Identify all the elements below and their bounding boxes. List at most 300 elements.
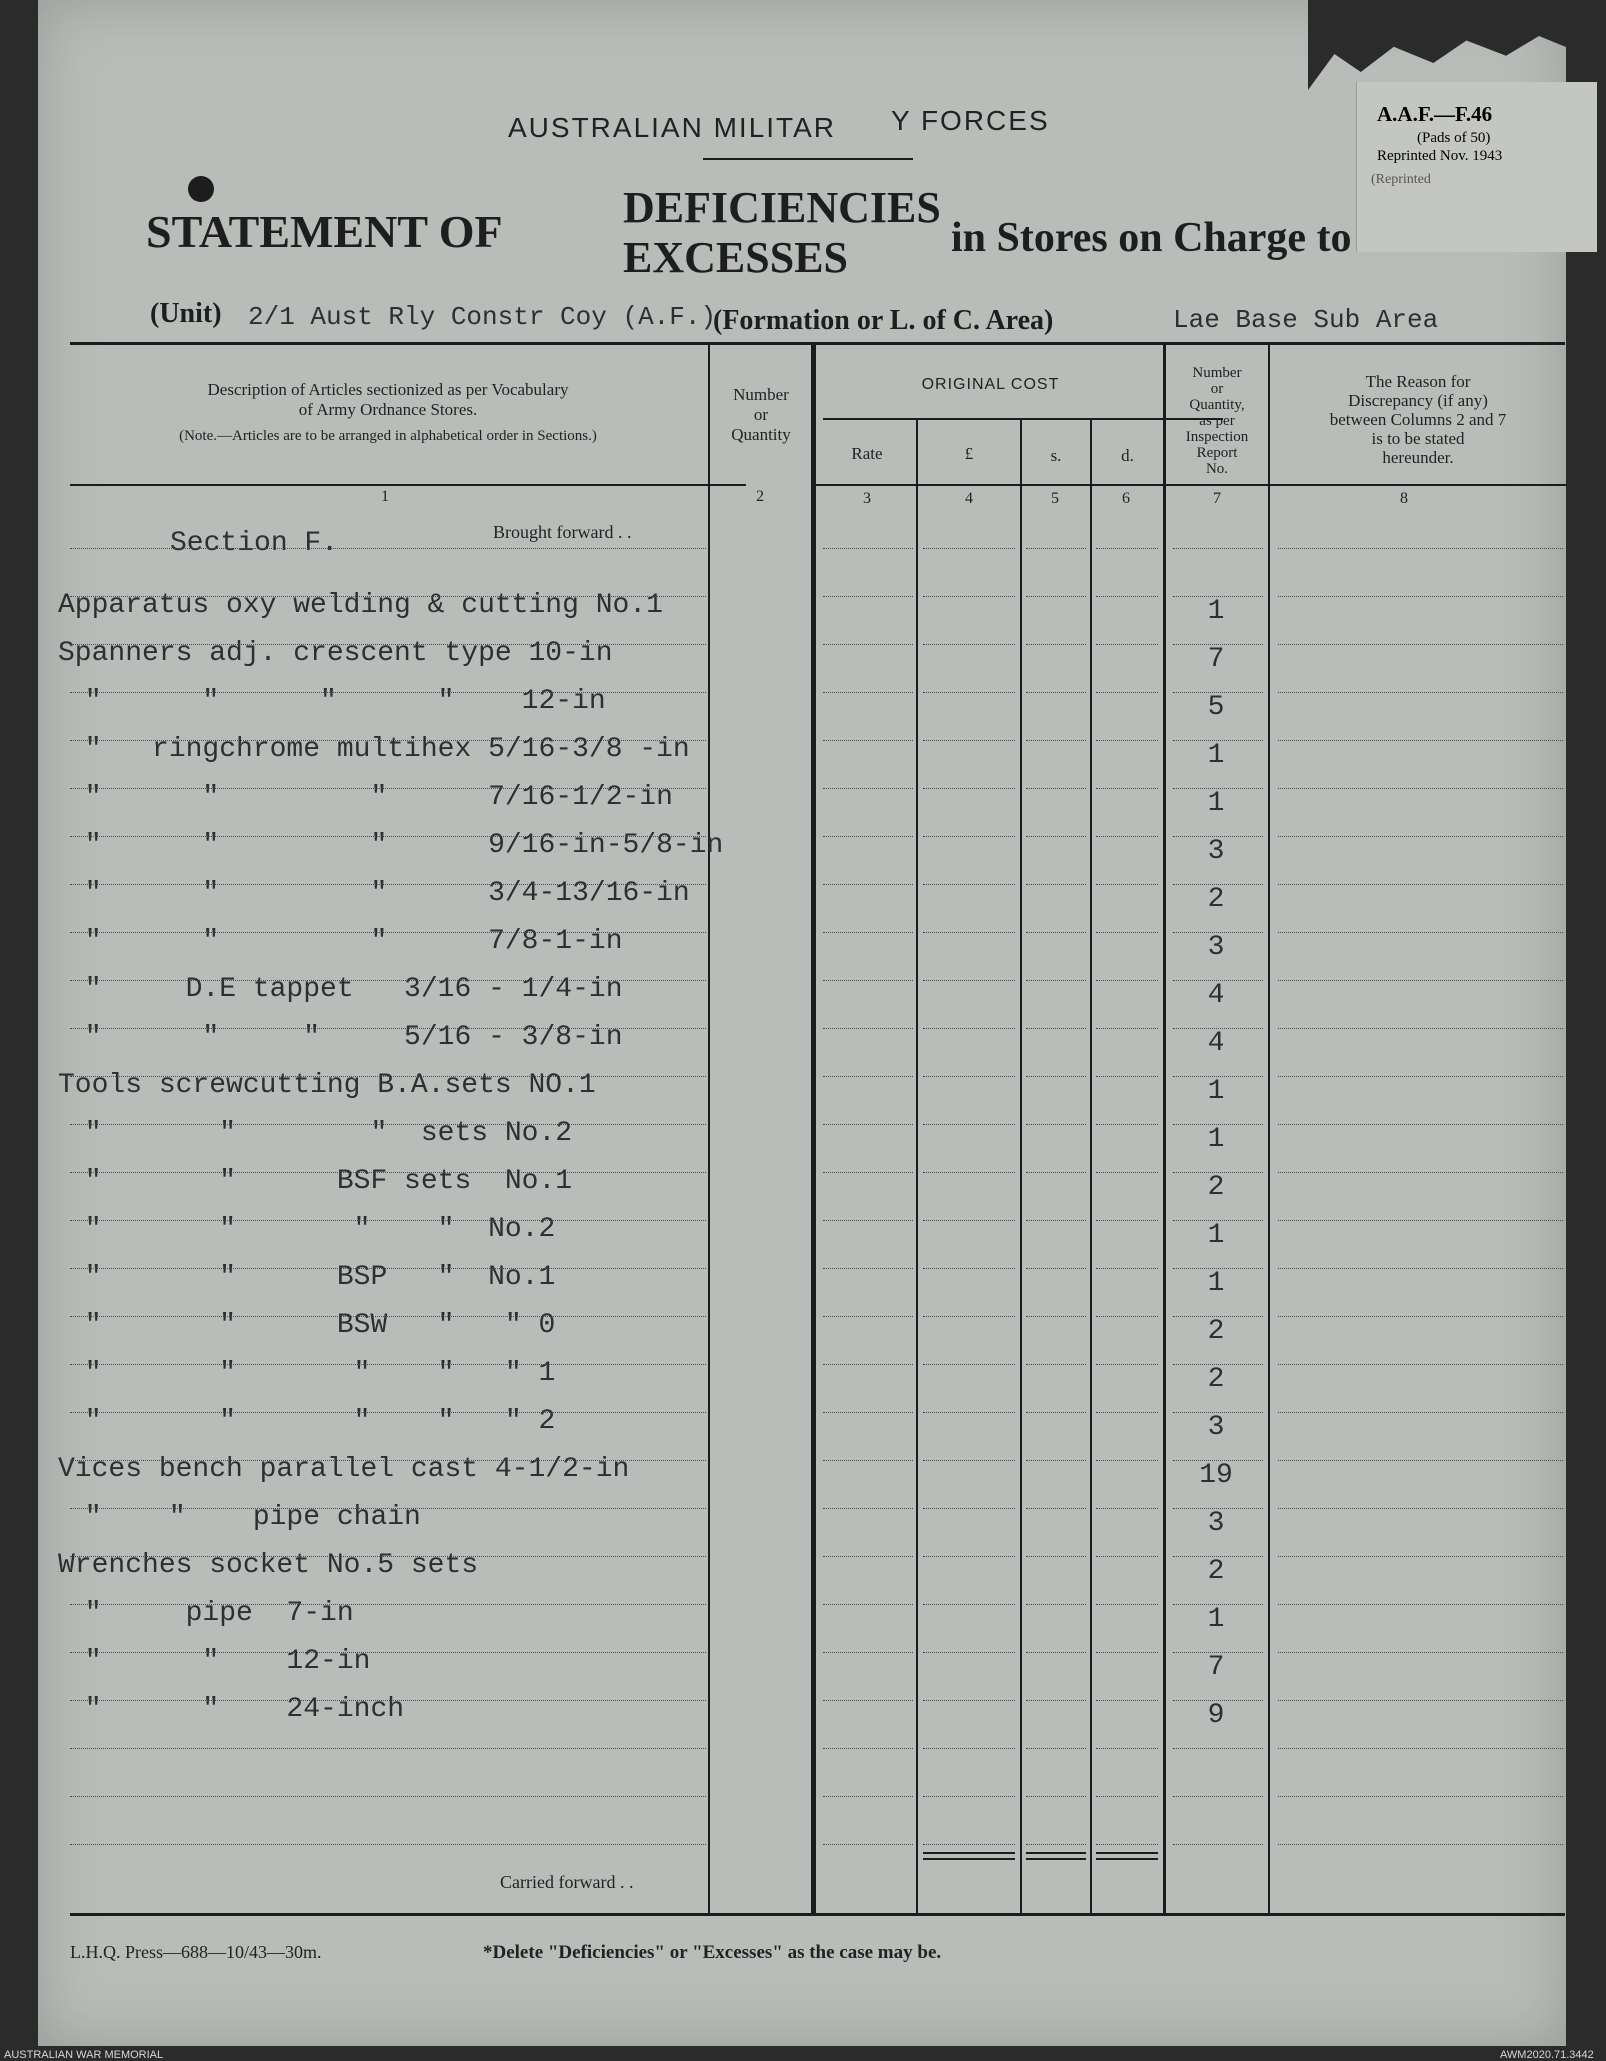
ruled-line — [1096, 932, 1158, 933]
item-description: " " " sets No.2 — [68, 1118, 573, 1149]
ruled-line — [1026, 1796, 1086, 1797]
ruled-line — [923, 692, 1015, 693]
ruled-line — [1278, 1844, 1563, 1845]
item-description: " pipe 7-in — [68, 1598, 354, 1629]
col-number-6: 6 — [1122, 490, 1130, 507]
ruled-line — [70, 1220, 706, 1221]
item-description: Spanners adj. crescent type 10-in — [58, 638, 613, 669]
ruled-line — [1096, 980, 1158, 981]
ruled-line — [70, 548, 706, 549]
ruled-line — [1026, 884, 1086, 885]
ruled-line — [70, 1700, 706, 1701]
ruled-line — [1173, 1844, 1263, 1845]
ruled-line — [923, 1220, 1015, 1221]
ruled-line — [923, 1412, 1015, 1413]
header-insp-line3: Quantity, — [1189, 397, 1245, 413]
ruled-line — [70, 596, 706, 597]
form-pads: (Pads of 50) — [1417, 130, 1491, 146]
ruled-line — [823, 1460, 913, 1461]
ruled-line — [1026, 1604, 1086, 1605]
ruled-line — [1026, 1316, 1086, 1317]
ruled-line — [823, 1172, 913, 1173]
ruled-line — [923, 1700, 1015, 1701]
ruled-line — [1096, 1604, 1158, 1605]
ruled-line — [1026, 1460, 1086, 1461]
header-desc-line2: of Army Ordnance Stores. — [298, 400, 478, 419]
ruled-line — [823, 1412, 913, 1413]
title-suffix: in Stores on Charge to — [951, 215, 1352, 261]
ruled-line — [1096, 644, 1158, 645]
ruled-line — [1278, 1076, 1563, 1077]
total-line-pound-a — [923, 1852, 1015, 1854]
ruled-line — [823, 1556, 913, 1557]
ruled-line — [70, 836, 706, 837]
ruled-line — [1096, 740, 1158, 741]
ruled-line — [70, 1076, 706, 1077]
ruled-line — [823, 884, 913, 885]
org-name-right: Y FORCES — [891, 105, 1050, 136]
header-reason-line4: is to be stated — [1371, 429, 1465, 448]
total-line-shilling-b — [1026, 1858, 1086, 1860]
ruled-line — [1096, 1124, 1158, 1125]
ruled-line — [1026, 1172, 1086, 1173]
item-description: Vices bench parallel cast 4-1/2-in — [58, 1454, 630, 1485]
ruled-line — [1026, 932, 1086, 933]
header-insp-line6: Report — [1196, 445, 1238, 461]
ruled-line — [1278, 1748, 1563, 1749]
ruled-line — [70, 1508, 706, 1509]
col-number-1: 1 — [381, 488, 389, 505]
ruled-line — [823, 1748, 913, 1749]
ruled-line — [70, 1844, 706, 1845]
ruled-line — [1096, 1316, 1158, 1317]
ruled-line — [1278, 836, 1563, 837]
ruled-line — [1278, 980, 1563, 981]
ruled-line — [1173, 1172, 1263, 1173]
item-quantity: 4 — [1207, 980, 1225, 1011]
header-insp-line2: or — [1210, 381, 1224, 397]
ruled-line — [1173, 692, 1263, 693]
ruled-line — [823, 1076, 913, 1077]
ruled-line — [1026, 1844, 1086, 1845]
ruled-line — [1173, 1748, 1263, 1749]
form-code-tag — [1356, 82, 1597, 252]
ruled-line — [1096, 1268, 1158, 1269]
ruled-line — [1096, 596, 1158, 597]
ruled-line — [1278, 1460, 1563, 1461]
ruled-line — [1278, 1412, 1563, 1413]
ruled-line — [70, 1652, 706, 1653]
ruled-line — [1026, 980, 1086, 981]
ruled-line — [1026, 1124, 1086, 1125]
ruled-line — [923, 1556, 1015, 1557]
ruled-line — [823, 1316, 913, 1317]
header-rate: Rate — [851, 444, 883, 463]
ruled-line — [823, 1220, 913, 1221]
header-qty-line3: Quantity — [731, 425, 791, 444]
ruled-line — [1026, 548, 1086, 549]
ruled-line — [1026, 740, 1086, 741]
ruled-line — [1173, 596, 1263, 597]
footer-press: L.H.Q. Press—688—10/43—30m. — [70, 1942, 322, 1962]
ruled-line — [1026, 1028, 1086, 1029]
ruled-line — [1278, 1700, 1563, 1701]
ruled-line — [1278, 1652, 1563, 1653]
ruled-line — [1278, 1124, 1563, 1125]
ruled-line — [923, 836, 1015, 837]
table-top-rule — [70, 342, 1565, 345]
unit-value: 2/1 Aust Rly Constr Coy (A.F.) — [248, 302, 717, 332]
item-description: Apparatus oxy welding & cutting No.1 — [58, 590, 663, 621]
ruled-line — [923, 1508, 1015, 1509]
item-quantity: 1 — [1207, 596, 1225, 627]
header-insp-line4: as per — [1199, 413, 1235, 429]
header-reason-line3: between Columns 2 and 7 — [1329, 410, 1507, 429]
ruled-line — [823, 1124, 913, 1125]
ruled-line — [1173, 1412, 1263, 1413]
ruled-line — [923, 1748, 1015, 1749]
item-description: " " BSW " " 0 — [68, 1310, 556, 1341]
item-description: " " BSP " No.1 — [68, 1262, 556, 1293]
item-quantity: 2 — [1207, 1364, 1225, 1395]
ruled-line — [70, 1268, 706, 1269]
ruled-line — [1173, 1700, 1263, 1701]
ruled-line — [1173, 1220, 1263, 1221]
title-excesses: EXCESSES — [623, 233, 849, 282]
form-page — [38, 0, 1566, 2046]
ruled-line — [70, 1748, 706, 1749]
ruled-line — [1096, 1652, 1158, 1653]
ruled-line — [923, 1844, 1015, 1845]
total-line-pound-b — [923, 1858, 1015, 1860]
ruled-line — [1096, 1796, 1158, 1797]
item-quantity: 1 — [1207, 1220, 1225, 1251]
ruled-line — [70, 1556, 706, 1557]
ruled-line — [1026, 692, 1086, 693]
ruled-line — [1096, 1220, 1158, 1221]
ruled-line — [823, 1796, 913, 1797]
ruled-line — [923, 788, 1015, 789]
ruled-line — [1278, 596, 1563, 597]
ruled-line — [1096, 788, 1158, 789]
ruled-line — [923, 1460, 1015, 1461]
item-description: " " BSF sets No.1 — [68, 1166, 573, 1197]
ruled-line — [1173, 1508, 1263, 1509]
ruled-line — [70, 884, 706, 885]
item-quantity: 2 — [1207, 884, 1225, 915]
footer-note: *Delete "Deficiencies" or "Excesses" as the case may be. — [483, 1942, 942, 1963]
item-description: " " " 3/4-13/16-in — [68, 878, 690, 909]
ruled-line — [923, 1124, 1015, 1125]
ruled-line — [823, 1508, 913, 1509]
item-quantity: 1 — [1207, 788, 1225, 819]
watermark-right: AWM2020.71.3442 — [1500, 2049, 1594, 2061]
ruled-line — [1173, 1028, 1263, 1029]
item-quantity: 5 — [1207, 692, 1225, 723]
ruled-line — [1173, 932, 1263, 933]
header-rule-desc — [70, 484, 746, 486]
item-description: " " 12-in — [68, 1646, 371, 1677]
item-quantity: 2 — [1207, 1316, 1225, 1347]
ruled-line — [823, 836, 913, 837]
table-bottom-rule — [70, 1913, 1565, 1916]
ruled-line — [1278, 1268, 1563, 1269]
ruled-line — [1173, 1124, 1263, 1125]
ruled-line — [1173, 1460, 1263, 1461]
item-quantity: 1 — [1207, 1604, 1225, 1635]
col-sep-7 — [1268, 342, 1270, 1913]
ruled-line — [70, 1412, 706, 1413]
ruled-line — [1173, 1556, 1263, 1557]
ruled-line — [1278, 644, 1563, 645]
title-deficiencies: DEFICIENCIES — [623, 183, 941, 232]
col-sep-3 — [916, 418, 918, 1913]
ruled-line — [923, 596, 1015, 597]
item-quantity: 3 — [1207, 932, 1225, 963]
ruled-line — [1278, 1508, 1563, 1509]
col-number-7: 7 — [1213, 490, 1221, 507]
ruled-line — [1173, 740, 1263, 741]
form-code: A.A.F.—F.46 — [1377, 102, 1493, 126]
item-description: Wrenches socket No.5 sets — [58, 1550, 479, 1581]
ruled-line — [823, 932, 913, 933]
ruled-line — [1096, 1412, 1158, 1413]
header-qty-line2: or — [753, 405, 769, 424]
ruled-line — [1173, 884, 1263, 885]
ruled-line — [1173, 1796, 1263, 1797]
torn-edge — [1308, 0, 1606, 90]
item-quantity: 1 — [1207, 1268, 1225, 1299]
ruled-line — [70, 1316, 706, 1317]
col-sep-1 — [708, 342, 710, 1913]
header-pence: d. — [1121, 446, 1134, 465]
ruled-line — [1173, 1652, 1263, 1653]
ruled-line — [1173, 1076, 1263, 1077]
ruled-line — [823, 644, 913, 645]
header-qty-line1: Number — [733, 385, 789, 404]
ruled-line — [1096, 836, 1158, 837]
header-insp-line7: No. — [1205, 461, 1229, 477]
header-desc-line1: Description of Articles sectionized as per Vocabulary — [207, 380, 569, 399]
ruled-line — [923, 1076, 1015, 1077]
item-description: " " " 7/8-1-in — [68, 926, 623, 957]
title-prefix: STATEMENT OF — [146, 206, 503, 257]
ruled-line — [823, 740, 913, 741]
ruled-line — [1278, 740, 1563, 741]
ruled-line — [923, 644, 1015, 645]
ruled-line — [1026, 788, 1086, 789]
ruled-line — [1173, 1604, 1263, 1605]
header-reason-line5: hereunder. — [1382, 448, 1454, 467]
ruled-line — [70, 740, 706, 741]
ruled-line — [1278, 1220, 1563, 1221]
ruled-line — [923, 1604, 1015, 1605]
total-line-shilling-a — [1026, 1852, 1086, 1854]
ruled-line — [1173, 1316, 1263, 1317]
ruled-line — [1173, 548, 1263, 549]
item-description: " " 24-inch — [68, 1694, 405, 1725]
col-sep-6 — [1163, 342, 1166, 1913]
item-description: " " " " " 1 — [68, 1358, 556, 1389]
item-quantity: 3 — [1207, 1508, 1225, 1539]
ruled-line — [1026, 1076, 1086, 1077]
ruled-line — [70, 692, 706, 693]
header-pound: £ — [964, 444, 974, 463]
ruled-line — [1026, 1748, 1086, 1749]
ruled-line — [823, 1268, 913, 1269]
ruled-line — [70, 1796, 706, 1797]
ruled-line — [70, 1028, 706, 1029]
ruled-line — [1096, 1028, 1158, 1029]
header-desc — [98, 380, 678, 446]
ruled-line — [1173, 788, 1263, 789]
header-shilling: s. — [1050, 446, 1062, 465]
item-quantity: 19 — [1199, 1460, 1233, 1491]
ruled-line — [1173, 644, 1263, 645]
header-insp-line1: Number — [1192, 365, 1242, 381]
header-insp-line5: Inspection — [1185, 429, 1249, 445]
ruled-line — [70, 644, 706, 645]
ruled-line — [823, 1700, 913, 1701]
ruled-line — [70, 1364, 706, 1365]
col-number-5: 5 — [1051, 490, 1059, 507]
ruled-line — [1173, 980, 1263, 981]
item-quantity: 1 — [1207, 1124, 1225, 1155]
item-quantity: 4 — [1207, 1028, 1225, 1059]
item-description: " " " " 12-in — [68, 686, 606, 717]
item-quantity: 3 — [1207, 1412, 1225, 1443]
ruled-line — [1278, 548, 1563, 549]
formation-label: (Formation or L. of C. Area) — [713, 305, 1054, 336]
ruled-line — [1096, 1556, 1158, 1557]
ruled-line — [823, 548, 913, 549]
header-original-cost: ORIGINAL COST — [921, 376, 1060, 393]
ruled-line — [923, 1268, 1015, 1269]
unit-label: (Unit) — [150, 298, 222, 329]
total-line-pence-b — [1096, 1858, 1158, 1860]
ruled-line — [823, 1364, 913, 1365]
ruled-line — [1026, 1220, 1086, 1221]
ruled-line — [70, 932, 706, 933]
ruled-line — [1026, 1700, 1086, 1701]
ruled-line — [823, 980, 913, 981]
item-description: " " " 7/16-1/2-in — [68, 782, 673, 813]
ruled-line — [1096, 1460, 1158, 1461]
item-quantity: 2 — [1207, 1556, 1225, 1587]
col-number-4: 4 — [965, 490, 973, 507]
ruled-line — [823, 1604, 913, 1605]
ruled-line — [1278, 1028, 1563, 1029]
ruled-line — [923, 1652, 1015, 1653]
total-line-pence-a — [1096, 1852, 1158, 1854]
header-reason-line2: Discrepancy (if any) — [1348, 391, 1488, 410]
ruled-line — [923, 884, 1015, 885]
org-name-left: AUSTRALIAN MILITAR — [508, 112, 836, 143]
ruled-line — [1026, 1556, 1086, 1557]
ruled-line — [923, 1028, 1015, 1029]
ruled-line — [1278, 692, 1563, 693]
item-description: " " " " " 2 — [68, 1406, 556, 1437]
ruled-line — [1026, 596, 1086, 597]
ruled-line — [1096, 1364, 1158, 1365]
ruled-line — [70, 980, 706, 981]
ruled-line — [1278, 932, 1563, 933]
ruled-line — [823, 1844, 913, 1845]
watermark-left: AUSTRALIAN WAR MEMORIAL — [4, 2049, 164, 2061]
ruled-line — [1278, 1556, 1563, 1557]
item-quantity: 3 — [1207, 836, 1225, 867]
item-description: " " " " No.2 — [68, 1214, 556, 1245]
ruled-line — [1096, 1076, 1158, 1077]
item-description: " ringchrome multihex 5/16-3/8 -in — [68, 734, 690, 765]
ruled-line — [923, 1364, 1015, 1365]
ruled-line — [923, 932, 1015, 933]
ruled-line — [1026, 644, 1086, 645]
ruled-line — [1173, 1364, 1263, 1365]
ruled-line — [923, 1796, 1015, 1797]
col-number-2: 2 — [756, 488, 764, 505]
col-sep-2 — [811, 342, 816, 1913]
section-heading: Section F. — [170, 528, 339, 559]
ruled-line — [70, 1124, 706, 1125]
carried-forward: Carried forward . . — [500, 1872, 634, 1892]
ruled-line — [823, 596, 913, 597]
ruled-line — [823, 1028, 913, 1029]
ruled-line — [1026, 1652, 1086, 1653]
ruled-line — [1026, 836, 1086, 837]
brought-forward: Brought forward . . — [493, 522, 632, 542]
ruled-line — [923, 1316, 1015, 1317]
header-reason — [1270, 372, 1566, 467]
ruled-line — [1096, 884, 1158, 885]
ruled-line — [70, 1604, 706, 1605]
form-reprinted-2: (Reprinted — [1371, 172, 1431, 187]
ruled-line — [1026, 1268, 1086, 1269]
ruled-line — [1096, 1700, 1158, 1701]
item-quantity: 1 — [1207, 740, 1225, 771]
item-description: " " " 5/16 - 3/8-in — [68, 1022, 623, 1053]
header-rule-right — [816, 484, 1566, 486]
ruled-line — [1026, 1412, 1086, 1413]
formation-value: Lae Base Sub Area — [1173, 305, 1439, 335]
ruled-line — [70, 788, 706, 789]
ruled-line — [923, 740, 1015, 741]
item-description: " " " 9/16-in-5/8-in — [68, 830, 724, 861]
ruled-line — [1278, 1796, 1563, 1797]
ruled-line — [1026, 1364, 1086, 1365]
ruled-line — [1096, 1172, 1158, 1173]
item-quantity: 1 — [1207, 1076, 1225, 1107]
ruled-line — [70, 1172, 706, 1173]
ruled-line — [1096, 1844, 1158, 1845]
ruled-line — [1026, 1508, 1086, 1509]
ruled-line — [823, 692, 913, 693]
ruled-line — [1278, 788, 1563, 789]
title-rule — [703, 158, 913, 160]
ruled-line — [1096, 548, 1158, 549]
ruled-line — [1278, 1316, 1563, 1317]
col-sep-5 — [1090, 418, 1092, 1913]
item-quantity: 2 — [1207, 1172, 1225, 1203]
ruled-line — [1278, 1604, 1563, 1605]
item-quantity: 7 — [1207, 644, 1225, 675]
ruled-line — [1278, 1172, 1563, 1173]
col-sep-4 — [1020, 418, 1022, 1913]
ruled-line — [823, 1652, 913, 1653]
ruled-line — [823, 788, 913, 789]
ruled-line — [1278, 884, 1563, 885]
ruled-line — [1278, 1364, 1563, 1365]
